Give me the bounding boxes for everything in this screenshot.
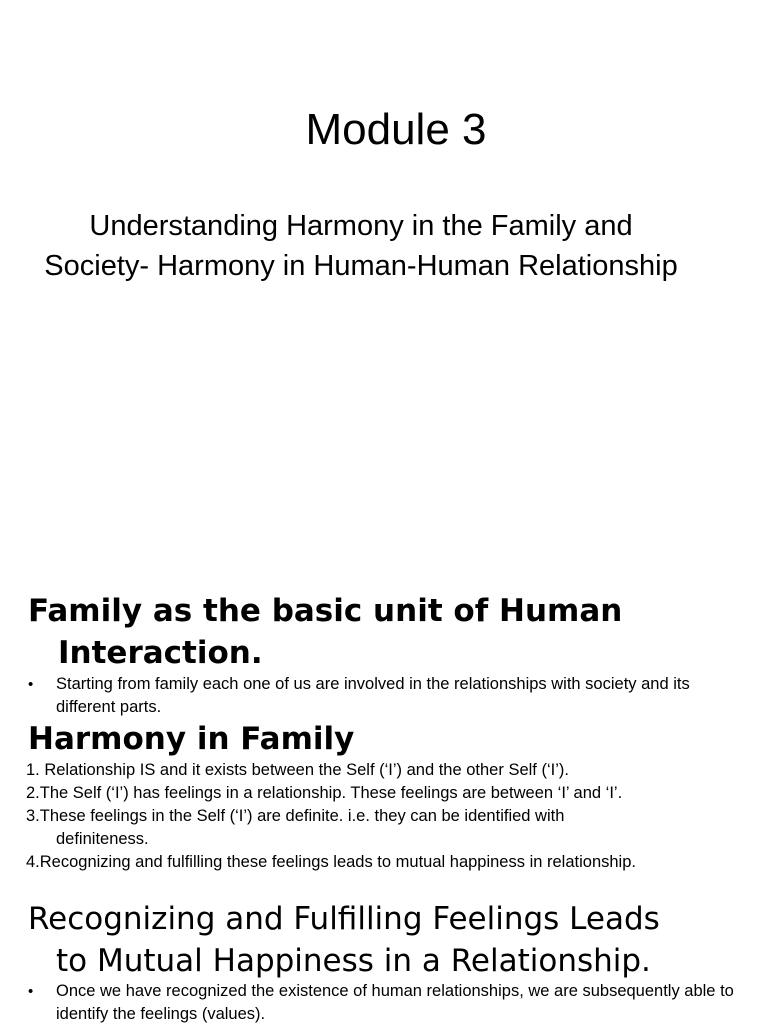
family-heading-line2: Interaction. xyxy=(58,635,263,671)
family-bullet-text: Starting from family each one of us are involved in the relationships with society and its different parts. xyxy=(56,675,690,716)
content-slide xyxy=(0,576,768,1024)
bullet-marker: • xyxy=(28,676,34,693)
recognizing-heading-line1: Recognizing and Fulfilling Feelings Leads xyxy=(28,901,660,937)
harmony-heading: Harmony in Family xyxy=(28,721,355,757)
module-subtitle: Understanding Harmony in the Family and Society- Harmony in Human-Human Relationship xyxy=(44,210,678,282)
recognizing-bullet-text: Once we have recognized the existence of human relationships, we are subsequently able to identify the feelings (values). xyxy=(56,982,734,1023)
list-item: 4.Recognizing and fulfilling these feelings leads to mutual happiness in relationship. xyxy=(26,853,636,871)
list-item-continuation: definiteness. xyxy=(56,830,149,848)
harmony-list xyxy=(26,759,756,874)
recognizing-heading-line2: to Mutual Happiness in a Relationship. xyxy=(56,943,651,979)
family-heading xyxy=(28,590,748,674)
list-item: 1. Relationship IS and it exists between the Self (‘I’) and the other Self (‘I’). xyxy=(26,761,569,779)
list-item: 3.These feelings in the Self (‘I’) are definite. i.e. they can be identified with xyxy=(26,807,565,825)
recognizing-heading xyxy=(28,898,758,982)
family-bullet xyxy=(28,673,748,719)
list-item: 2.The Self (‘I’) has feelings in a relationship. These feelings are between ‘I’ and ‘I’. xyxy=(26,784,623,802)
bullet-marker: • xyxy=(28,983,34,1000)
family-heading-line1: Family as the basic unit of Human xyxy=(28,593,623,629)
recognizing-bullet xyxy=(28,980,748,1026)
module-title: Module 3 xyxy=(305,105,487,154)
